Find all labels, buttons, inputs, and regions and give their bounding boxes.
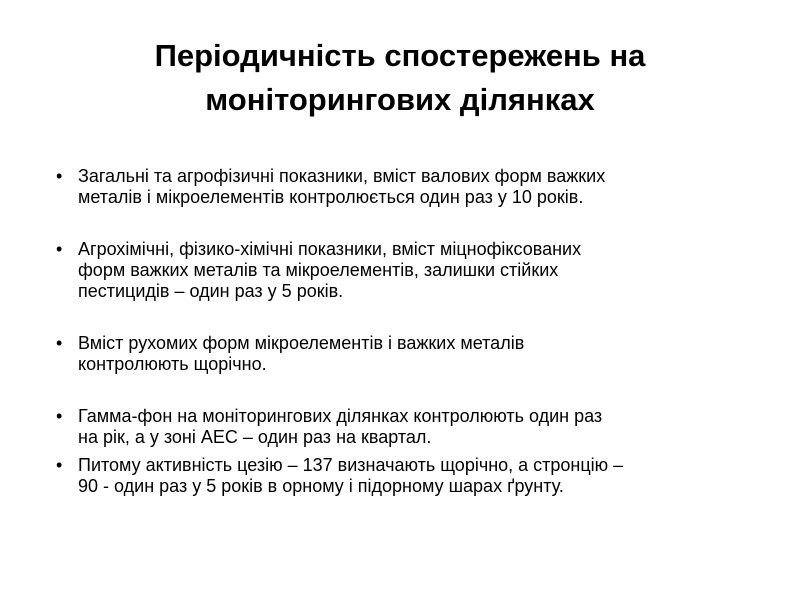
bullet-4-line-1: Гамма-фон на моніторингових ділянках контролюють один раз: [78, 406, 603, 426]
bullet-item-4: [50, 406, 760, 448]
bullet-2-line-1: Агрохімічні, фізико-хімічні показники, вміст міцнофіксованих: [78, 239, 582, 259]
bullet-dot-icon: •: [56, 455, 63, 475]
bullet-dot-icon: •: [56, 333, 63, 353]
bullet-5-line-1: Питому активність цезію – 137 визначають щорічно, а стронцію –: [78, 455, 624, 475]
bullet-item-1: [50, 166, 760, 208]
bullet-dot-icon: •: [56, 166, 63, 186]
title-line-1: Періодичність спостережень на: [154, 38, 646, 73]
bullet-1-line-2: металів і мікроелементів контролюється один раз у 10 років.: [78, 187, 584, 207]
bullet-2-line-2: форм важких металів та мікроелементів, залишки стійких: [78, 260, 559, 280]
slide-title: [40, 34, 760, 122]
bullet-3-line-2: контролюють щорічно.: [78, 354, 267, 374]
title-line-2: моніторингових ділянках: [205, 82, 595, 117]
bullet-3-line-1: Вміст рухомих форм мікроелементів і важких металів: [78, 333, 525, 353]
bullet-4-line-2: на рік, а у зоні АЕС – один раз на квартал.: [78, 427, 432, 447]
bullet-dot-icon: •: [56, 239, 63, 259]
bullet-item-5: [50, 455, 760, 497]
bullet-list: [50, 166, 760, 497]
bullet-2-line-3: пестицидів – один раз у 5 років.: [78, 281, 344, 301]
bullet-item-2: [50, 239, 760, 302]
bullet-dot-icon: •: [56, 406, 63, 426]
bullet-1-line-1: Загальні та агрофізичні показники, вміст валових форм важких: [78, 166, 606, 186]
bullet-5-line-2: 90 - один раз у 5 років в орному і підорному шарах ґрунту.: [78, 476, 564, 496]
bullet-item-3: [50, 333, 760, 375]
